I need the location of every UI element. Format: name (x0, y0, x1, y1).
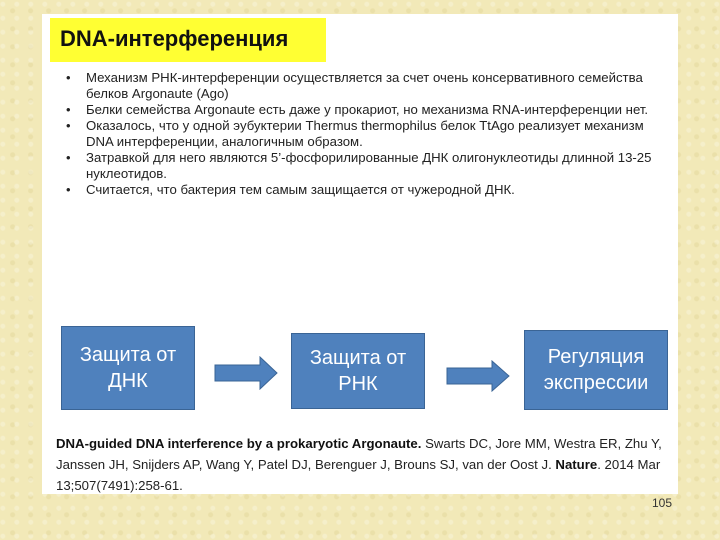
bullet-dot: • (66, 150, 71, 165)
bullet-text: Белки семейства Argonaute есть даже у прокариот, но механизма RNA-интерференции нет. (86, 102, 649, 117)
bullet-list (62, 70, 662, 198)
bullet-item (62, 150, 662, 182)
bullet-item (62, 118, 662, 150)
bullet-text: Механизм РНК-интерференции осуществляется за счет очень консервативного семейства белков Argonaute (Ago) (86, 70, 643, 101)
reference-citation (56, 433, 676, 496)
citation-journal: Nature (551, 457, 598, 472)
bullet-item (62, 102, 662, 118)
flow-box-dna-protection: Защита от ДНК (61, 326, 195, 410)
flow-box-expression-regulation: Регуляция экспрессии (524, 330, 668, 410)
bullet-dot: • (66, 70, 71, 85)
citation-details: . 2014 Mar 13;507(7491):258-61. (56, 457, 661, 493)
flow-box-rna-protection: Защита от РНК (291, 333, 425, 409)
citation-title: DNA-guided DNA interference by a prokaryotic Argonaute. (56, 436, 422, 451)
bullet-dot: • (66, 118, 71, 133)
bullet-dot: • (66, 182, 71, 197)
right-arrow-icon (214, 356, 278, 390)
slide-title: DNA-интерференция (50, 18, 326, 62)
bullet-text: Оказалось, что у одной эубуктерии Thermus thermophilus белок TtAgo реализует механизм DNA интерференции, аналогичным образом. (86, 118, 644, 149)
bullet-text: Затравкой для него являются 5’-фосфорилированные ДНК олигонуклеотиды длинной 13-25 нуклеотидов. (86, 150, 652, 181)
citation-authors: Swarts DC, Jore MM, Westra ER, Zhu Y, Janssen JH, Snijders AP, Wang Y, Patel DJ, Berenguer J, Brouns SJ, van der Oost J. (56, 436, 662, 472)
bullet-item (62, 182, 662, 198)
bullet-dot: • (66, 102, 71, 117)
page-number: 105 (652, 496, 673, 510)
right-arrow-icon (446, 360, 510, 392)
bullet-item (62, 70, 662, 102)
bullet-text: Считается, что бактерия тем самым защищается от чужеродной ДНК. (86, 182, 515, 197)
